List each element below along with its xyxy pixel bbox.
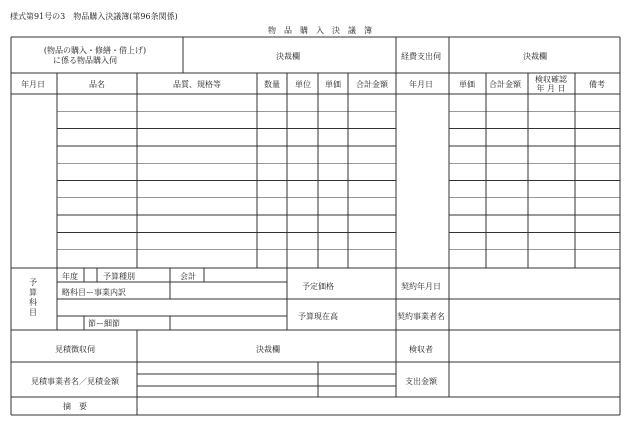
column-quality: 品質、規格等 <box>173 80 221 89</box>
column-date: 年月日 <box>21 80 45 89</box>
column-date-2: 年月日 <box>409 80 433 89</box>
column-unit-price-2: 単価 <box>459 80 475 89</box>
budget-balance-label: 予算現在高 <box>298 312 338 321</box>
estimate-vendor-label: 見積事業者名／見積金額 <box>31 377 119 386</box>
decision-label-3: 決裁欄 <box>256 345 280 354</box>
column-inspection-2: 年 月 日 <box>536 84 566 93</box>
budget-year-label: 年度 <box>62 272 78 281</box>
payment-amount-label: 支出金額 <box>405 377 437 386</box>
budget-section-label: 予算科目 <box>29 278 37 317</box>
form-number: 様式第91号の3 物品購入決議簿(第96条関係) <box>10 12 178 21</box>
page-title: 物 品 購 入 決 議 簿 <box>268 26 372 35</box>
decision-label-2: 決裁欄 <box>523 52 547 61</box>
purchase-request-label-1: (物品の購入・修繕・借上げ) <box>43 46 147 55</box>
budget-type-label: 予算種別 <box>103 272 135 281</box>
column-remarks: 備考 <box>589 80 605 89</box>
budget-subtotal-label: 会計 <box>180 272 196 281</box>
estimate-request-label: 見積徴収伺 <box>55 345 95 354</box>
column-total: 合計金額 <box>356 80 388 89</box>
contract-date-label: 契約年月日 <box>401 282 441 291</box>
decision-label-1: 決裁欄 <box>276 52 300 61</box>
column-unit-price: 単価 <box>325 80 341 89</box>
expense-label: 経費支出伺 <box>401 52 441 61</box>
purchase-request-label-2: に係る物品購入伺 <box>53 56 117 65</box>
summary-label: 摘 要 <box>63 402 87 411</box>
budget-project-label: 略科目ー事業内訳 <box>62 288 126 297</box>
column-total-2: 合計金額 <box>489 80 521 89</box>
column-unit: 単位 <box>295 80 311 89</box>
column-item-name: 品名 <box>89 80 105 89</box>
contractor-label: 契約事業者名 <box>397 312 445 321</box>
inspector-label: 検収者 <box>409 345 433 354</box>
column-inspection-1: 検収確認 <box>535 75 567 84</box>
planned-price-label: 予定価格 <box>302 282 334 291</box>
column-quantity: 数量 <box>264 80 280 89</box>
budget-section-detail-label: 節ー細節 <box>88 319 120 328</box>
